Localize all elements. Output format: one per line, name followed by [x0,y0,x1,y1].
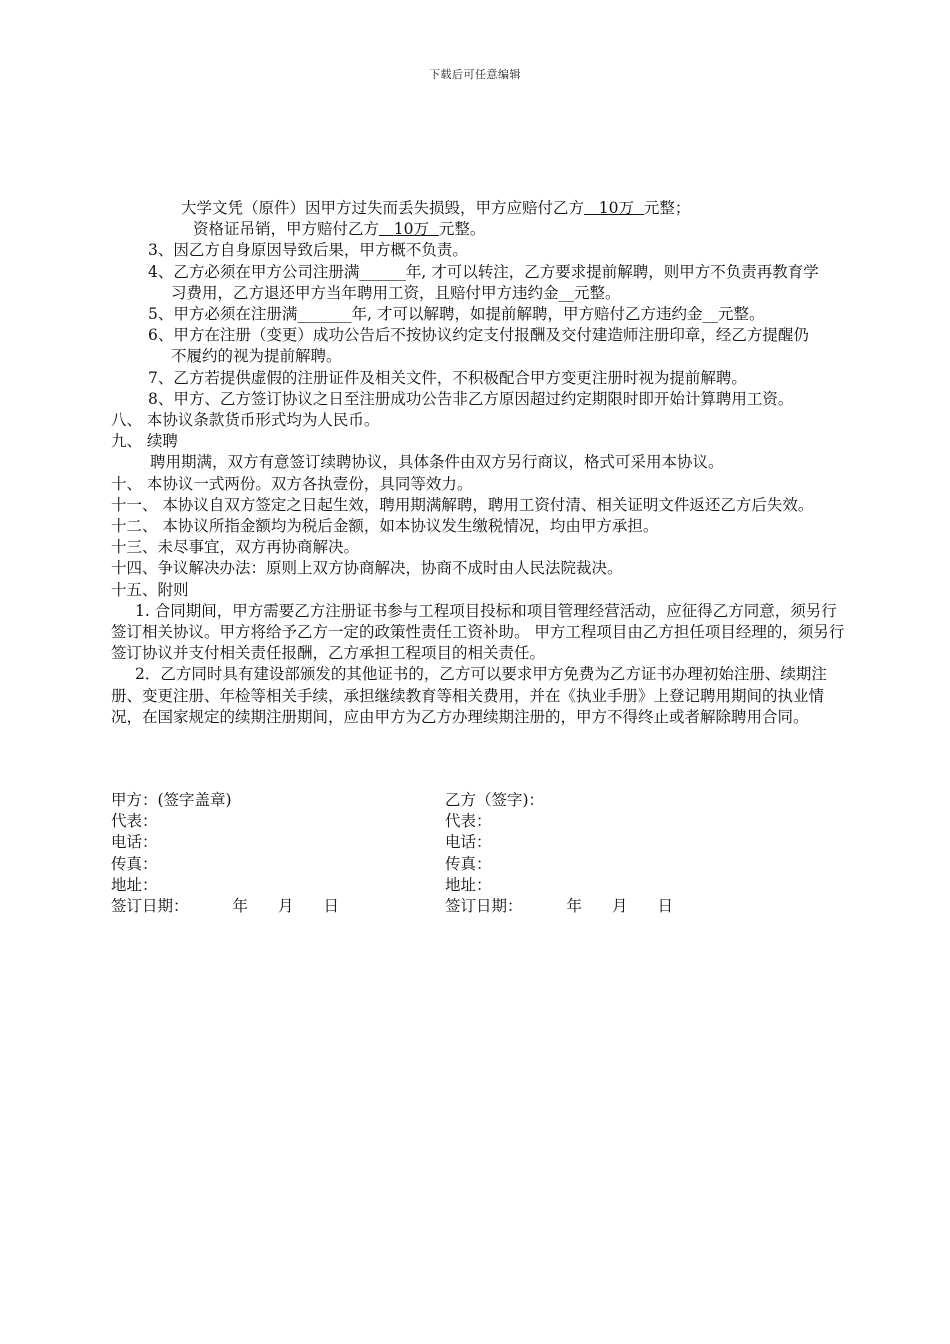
clause-item: 8、甲方、乙方签订协议之日至注册成功公告非乙方原因超过约定期限时即开始计算聘用工资。 [148,389,794,408]
clause-item: 4、乙方必须在甲方公司注册满______年, 才可以转注，乙方要求提前解聘，则甲方不负责再教育学 [148,262,819,281]
clause-line: 资格证吊销，甲方赔付乙方 10万 元整。 [193,220,486,239]
representative-label: 代表： [111,812,158,831]
section-14: 十四、争议解决办法：原则上双方协商解决，协商不成时由人民法院裁决。 [111,559,623,578]
contract-body [111,198,845,728]
party-a-signature [111,790,339,917]
section-15: 十五、附则 [111,580,189,599]
clause-item: 不履约的视为提前解聘。 [171,347,342,366]
section-8: 八、 本协议条款货币形式均为人民币。 [111,411,380,430]
page-header: 下载后可任意编辑 [429,68,521,81]
clause-item: 5、甲方必须在注册满_______年, 才可以解聘，如提前解聘，甲方赔付乙方违约金__元整。 [148,305,765,324]
representative-label: 代表： [445,812,492,831]
section-9: 九、 续聘 [111,432,178,451]
section-9-text: 聘用期满，双方有意签订续聘协议，具体条件由双方另行商议，格式可采用本协议。 [150,453,724,472]
appendix-paragraph-2: 2．乙方同时具有建设部颁发的其他证书的，乙方可以要求甲方免费为乙方证书办理初始注册、续期注册、变更注册、年检等相关手续，承担继续教育等相关费用，并在《执业手册》上登记聘用期间的执业情况，在国家规定的续期注册期间，应由甲方为乙方办理续期注册的，甲方不得终止或者解除聘用合同。 [111,665,827,726]
party-a-label: 甲方：(签字盖章) [111,791,232,809]
section-13: 十三、未尽事宜，双方再协商解决。 [111,538,360,557]
clause-item: 7、乙方若提供虚假的注册证件及相关文件，不积极配合甲方变更注册时视为提前解聘。 [148,368,747,387]
phone-label: 电话： [445,833,492,852]
appendix-paragraph-1: 1. 合同期间，甲方需要乙方注册证书参与工程项目投标和项目管理经营活动，应征得乙方同意，须另行签订相关协议。甲方将给予乙方一定的政策性责任工资补助。 甲方工程项目由乙方担任项目经理的，须另行签订协议并支付相关责任报酬，乙方承担工程项目的相关责任。 [111,601,845,663]
address-label: 地址： [111,875,158,894]
fax-label: 传真： [111,854,158,873]
clause-item: 习费用，乙方退还甲方当年聘用工资，且赔付甲方违约金__元整。 [171,283,621,302]
section-10: 十、 本协议一式两份。双方各执壹份，具同等效力。 [111,474,473,493]
clause-item: 3、因乙方自身原因导致后果，甲方概不负责。 [148,241,468,260]
sign-date: 签订日期： 年 月 日 [111,897,340,916]
section-12: 十二、 本协议所指金额均为税后金额，如本协议发生缴税情况，均由甲方承担。 [111,517,659,536]
party-b-signature [445,790,673,917]
fax-label: 传真： [445,854,492,873]
address-label: 地址： [445,875,492,894]
section-11: 十一、 本协议自双方签定之日起生效，聘用期满解聘，聘用工资付清、相关证明文件返还乙方后失效。 [111,495,814,514]
clause-item: 6、甲方在注册（变更）成功公告后不按协议约定支付报酬及交付建造师注册印章，经乙方提醒仍 [148,326,809,345]
clause-line: 大学文凭（原件）因甲方过失而丢失损毁，甲方应赔付乙方 10万 元整； [181,199,691,217]
amount: 10万 [598,199,635,217]
sign-date: 签订日期： 年 月 日 [445,897,674,916]
amount: 10万 [393,220,430,239]
phone-label: 电话： [111,833,158,852]
party-b-label: 乙方（签字)： [445,791,545,809]
